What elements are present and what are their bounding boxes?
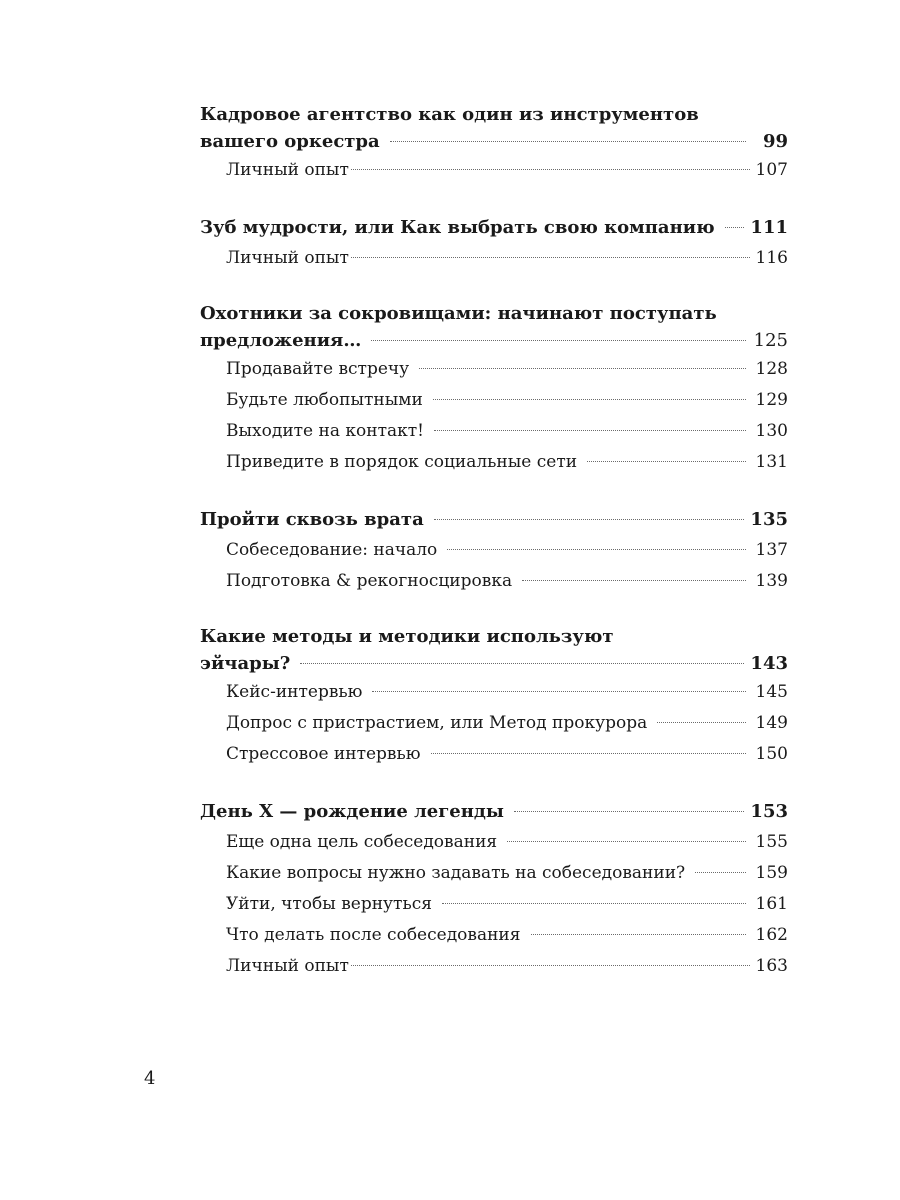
toc-entry[interactable] [200, 535, 788, 566]
toc-section [200, 300, 788, 478]
chapter-title: Охотники за сокровищами: начинают поступать [200, 303, 717, 324]
dot-leader [587, 461, 746, 462]
toc-entry[interactable] [200, 739, 788, 770]
dot-leader [390, 141, 746, 142]
toc-entry[interactable] [200, 951, 788, 982]
chapter-title: Зуб мудрости, или Как выбрать свою компанию [200, 217, 715, 238]
entry-title: Личный опыт [226, 160, 349, 180]
toc-section [200, 623, 788, 770]
dot-leader [433, 399, 746, 400]
page-ref: 150 [755, 744, 788, 764]
page-ref: 159 [755, 863, 788, 883]
toc-entry[interactable] [200, 243, 788, 274]
page-ref: 111 [750, 217, 788, 238]
toc-entry[interactable] [200, 708, 788, 739]
toc-entry[interactable] [200, 155, 788, 186]
dot-leader [657, 722, 746, 723]
dot-leader [725, 227, 745, 228]
entry-title: Какие вопросы нужно задавать на собеседовании? [226, 863, 686, 883]
page-ref: 137 [755, 540, 788, 560]
page-ref: 125 [753, 330, 788, 351]
toc-chapter-entry[interactable] [200, 327, 788, 354]
page-ref: 161 [755, 894, 788, 914]
entry-title: Личный опыт [226, 956, 349, 976]
entry-title: Еще одна цель собеседования [226, 832, 498, 852]
page-ref: 162 [755, 925, 788, 945]
toc-entry[interactable] [200, 447, 788, 478]
dot-leader [531, 934, 747, 935]
dot-leader [434, 519, 745, 520]
page-ref: 129 [755, 390, 788, 410]
dot-leader [371, 340, 746, 341]
toc-section [200, 796, 788, 982]
dot-leader [522, 580, 746, 581]
entry-title: Что делать после собеседования [226, 925, 521, 945]
page-ref: 128 [755, 359, 788, 379]
toc-entry[interactable] [200, 385, 788, 416]
table-of-contents [200, 101, 788, 1008]
dot-leader [351, 169, 750, 170]
toc-entry[interactable] [200, 827, 788, 858]
chapter-title: День Х — рождение легенды [200, 801, 504, 822]
dot-leader [431, 753, 746, 754]
toc-section [200, 504, 788, 597]
page-ref: 139 [755, 571, 788, 591]
toc-chapter-entry[interactable] [200, 212, 788, 243]
entry-title: Личный опыт [226, 248, 349, 268]
toc-section [200, 101, 788, 186]
entry-title: Приведите в порядок социальные сети [226, 452, 578, 472]
entry-title: Уйти, чтобы вернуться [226, 894, 432, 914]
page-ref: 116 [755, 248, 788, 268]
dot-leader [300, 663, 744, 664]
entry-title: Будьте любопытными [226, 390, 423, 410]
toc-chapter-entry[interactable] [200, 796, 788, 827]
page-ref: 131 [755, 452, 788, 472]
entry-title: Допрос с пристрастием, или Метод прокурора [226, 713, 648, 733]
page-ref: 143 [750, 653, 788, 674]
toc-entry[interactable] [200, 416, 788, 447]
toc-section [200, 212, 788, 274]
chapter-title: Кадровое агентство как один из инструментов [200, 104, 699, 125]
dot-leader [447, 549, 746, 550]
page-ref: 130 [755, 421, 788, 441]
toc-chapter-entry[interactable] [200, 650, 788, 677]
entry-title: Кейс-интервью [226, 682, 363, 702]
page-ref: 145 [755, 682, 788, 702]
toc-entry[interactable] [200, 889, 788, 920]
page-ref: 153 [750, 801, 788, 822]
page-ref: 155 [755, 832, 788, 852]
entry-title: Выходите на контакт! [226, 421, 424, 441]
entry-title: Стрессовое интервью [226, 744, 421, 764]
dot-leader [442, 903, 746, 904]
chapter-title: вашего оркестра [200, 131, 380, 152]
dot-leader [434, 430, 746, 431]
page-ref: 149 [755, 713, 788, 733]
entry-title: Продавайте встречу [226, 359, 410, 379]
dot-leader [372, 691, 746, 692]
dot-leader [514, 811, 745, 812]
page-ref: 135 [750, 509, 788, 530]
dot-leader [351, 965, 750, 966]
chapter-title: Пройти сквозь врата [200, 509, 424, 530]
toc-chapter-entry[interactable] [200, 128, 788, 155]
page-number: 4 [144, 1068, 156, 1089]
toc-entry[interactable] [200, 677, 788, 708]
dot-leader [351, 257, 750, 258]
page-ref: 107 [755, 160, 788, 180]
toc-entry[interactable] [200, 566, 788, 597]
toc-chapter-entry[interactable] [200, 504, 788, 535]
toc-entry[interactable] [200, 920, 788, 951]
toc-entry[interactable] [200, 858, 788, 889]
chapter-title: Какие методы и методики используют [200, 626, 614, 647]
page-ref: 99 [762, 131, 788, 152]
chapter-title: эйчары? [200, 653, 291, 674]
toc-entry[interactable] [200, 354, 788, 385]
page-ref: 163 [755, 956, 788, 976]
dot-leader [695, 872, 746, 873]
entry-title: Собеседование: начало [226, 540, 438, 560]
dot-leader [507, 841, 746, 842]
dot-leader [419, 368, 746, 369]
chapter-title: предложения… [200, 330, 362, 351]
entry-title: Подготовка & рекогносцировка [226, 571, 513, 591]
